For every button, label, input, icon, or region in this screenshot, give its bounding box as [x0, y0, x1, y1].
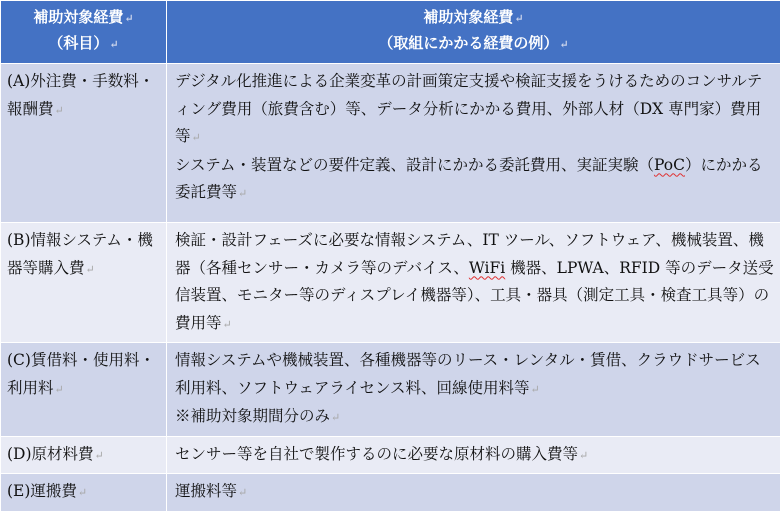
row-examples [167, 436, 781, 474]
paragraph-mark-icon: ↵ [559, 38, 569, 51]
row-category [1, 223, 167, 343]
row-examples [167, 343, 781, 437]
header-category [1, 1, 167, 64]
example-text: 機器、LPWA、RFID 等のデータ送受信装置、モニター等のディスプレイ機器等）、工具・器具（測定工具・検査工具等）の費用等 [175, 258, 774, 332]
paragraph-mark-icon: ↵ [109, 38, 119, 51]
row-examples [167, 474, 781, 512]
example-text: センサー等を自社で製作するのに必要な原材料の購入費等 [175, 444, 579, 463]
row-category [1, 436, 167, 474]
example-text: 情報システムや機械装置、各種機器等のリース・レンタル・賃借、クラウドサービス利用料、ソフトウェアライセンス料、回線使用料等 [175, 351, 761, 397]
row-examples [167, 223, 781, 343]
row-examples [167, 64, 781, 223]
paragraph-mark-icon: ↵ [94, 448, 104, 462]
table-row [1, 64, 781, 223]
example-text: 検証・設計フェーズに必要な情報システム、IT ツール、ソフトウェア、機械装置、機器（各種センサー・カメラ等のデバイス、 [175, 231, 764, 277]
paragraph-mark-icon: ↵ [191, 131, 201, 144]
paragraph-mark-icon: ↵ [530, 382, 540, 396]
category-label: (A)外注費・手数料・報酬費 [7, 72, 155, 118]
table-header-row [1, 1, 781, 64]
paragraph-mark-icon: ↵ [85, 262, 95, 276]
header-category-title: 補助対象経費 [33, 8, 124, 26]
category-label: (E)運搬費 [7, 482, 77, 500]
row-category [1, 64, 167, 223]
header-examples-title: 補助対象経費 [423, 8, 514, 26]
paragraph-mark-icon: ↵ [579, 448, 589, 462]
spellcheck-flagged-word[interactable]: PoC [653, 155, 685, 174]
example-text: 運搬料等 [175, 482, 238, 500]
table-row [1, 436, 781, 474]
paragraph-mark-icon: ↵ [514, 12, 524, 25]
paragraph-mark-icon: ↵ [77, 486, 88, 499]
example-text: ）にかかる委託費等 [175, 155, 763, 201]
paragraph-mark-icon: ↵ [124, 12, 134, 25]
spellcheck-flagged-word[interactable]: WiFi [468, 258, 506, 277]
paragraph-mark-icon: ↵ [331, 411, 341, 424]
paragraph-mark-icon: ↵ [238, 187, 248, 200]
row-category [1, 474, 167, 512]
paragraph-mark-icon: ↵ [54, 103, 64, 117]
example-text: システム・装置などの要件定義、設計にかかる委託費用、実証実験（ [175, 155, 654, 174]
header-examples-subtitle: （取組にかかる経費の例） [378, 34, 559, 52]
example-text: デジタル化推進による企業変革の計画策定支援や検証支援をうけるためのコンサルティング費用（旅費含む）等、データ分析にかかる費用、外部人材（DX 専門家）費用等 [175, 72, 763, 145]
table-row [1, 474, 781, 512]
note-text: ※補助対象期間分のみ [175, 407, 331, 425]
category-label: (B)情報システム・機器等購入費 [7, 231, 153, 277]
paragraph-mark-icon: ↵ [222, 317, 232, 331]
category-label: (D)原材料費 [7, 444, 94, 463]
table-row [1, 343, 781, 437]
category-label: (C)賃借料・使用料・利用料 [7, 351, 155, 397]
paragraph-mark-icon: ↵ [54, 382, 64, 396]
header-category-subtitle: （科目） [48, 34, 109, 52]
paragraph-mark-icon: ↵ [238, 486, 248, 499]
header-examples [167, 1, 781, 64]
row-category [1, 343, 167, 437]
table-row [1, 223, 781, 343]
